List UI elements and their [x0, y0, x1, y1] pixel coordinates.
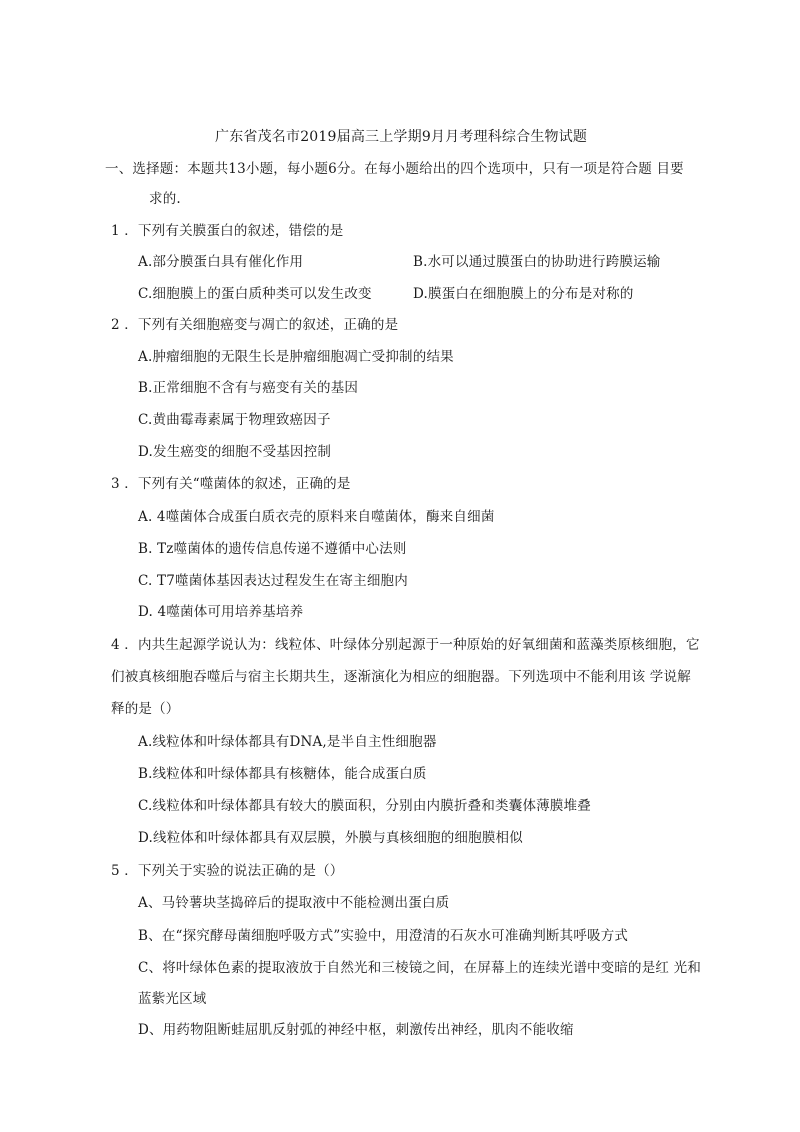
question-3-option-b: B. Tz噬菌体的遗传信息传递不遵循中心法则: [138, 541, 407, 557]
page-title: 广东省茂名市2019届高三上学期9月月考理科综合生物试题: [215, 129, 588, 145]
question-2-option-c: C.黄曲霉毒素属于物理致癌因子: [138, 412, 331, 428]
question-3-option-a: A. 4噬菌体合成蛋白质衣壳的原料来自噬菌体，酶来自细菌: [138, 509, 495, 525]
question-4-option-d: D.线粒体和叶绿体都具有双层膜，外膜与真核细胞的细胞膜相似: [138, 830, 523, 846]
question-4-option-a: A.线粒体和叶绿体都具有DNA,是半自主性细胞器: [138, 734, 437, 750]
question-4-option-c: C.线粒体和叶绿体都具有较大的膜面积，分别由内膜折叠和类囊体薄膜堆叠: [138, 798, 591, 814]
question-5-option-d: D、用药物阻断蛙屈肌反射弧的神经中枢，刺激传出神经，肌肉不能收缩: [138, 1022, 574, 1038]
section-heading: 一、选择题：本题共13小题，每小题6分。在每小题给出的四个选项中，只有一项是符合题 目要: [105, 161, 684, 177]
question-3-stem: 3 ．下列有关“噬菌体的叙述，正确的是: [111, 476, 351, 492]
question-1-option-b: B.水可以通过膜蛋白的协助进行跨膜运输: [413, 254, 661, 270]
question-2-option-a: A.肿瘤细胞的无限生长是肿瘤细胞凋亡受抑制的结果: [138, 349, 454, 365]
question-5-option-c: C、将叶绿体色素的提取液放于自然光和三棱镜之间，在屏幕上的连续光谱中变暗的是红 光和: [138, 960, 702, 976]
question-4-stem-line-2: 们被真核细胞吞噬后与宿主长期共生，逐渐演化为相应的细胞器。下列选项中不能利用该 学说解: [111, 669, 691, 685]
question-4-stem-line-1: 4 ．内共生起源学说认为：线粒体、叶绿体分别起源于一种原始的好氧细菌和蓝藻类原核细胞，它: [111, 637, 700, 653]
question-1-option-a: A.部分膜蛋白具有催化作用: [138, 254, 304, 270]
question-5-option-c-cont: 蓝紫光区域: [138, 991, 207, 1007]
question-1-option-c: C.细胞膜上的蛋白质种类可以发生改变: [138, 286, 372, 302]
question-2-option-b: B.正常细胞不含有与癌变有关的基因: [138, 380, 359, 396]
question-1-stem: 1 ．下列有关膜蛋白的叙述，错偿的是: [111, 223, 344, 239]
question-2-option-d: D.发生癌变的细胞不受基因控制: [138, 444, 332, 460]
question-4-option-b: B.线粒体和叶绿体都具有核糖体，能合成蛋白质: [138, 766, 427, 782]
question-1-option-d: D.膜蛋白在细胞膜上的分布是对称的: [413, 286, 634, 302]
question-3-option-d: D. 4噬菌体可用培养基培养: [138, 604, 304, 620]
question-4-stem-line-3: 释的是（）: [111, 701, 180, 717]
question-2-stem: 2 ．下列有关细胞癌变与凋亡的叙述，正确的是: [111, 317, 399, 333]
question-5-option-a: A、马铃薯块茎捣碎后的提取液中不能检测出蛋白质: [138, 895, 450, 911]
question-5-stem: 5 ．下列关于实验的说法正确的是（）: [111, 863, 344, 879]
question-5-option-b: B、在“探究酵母菌细胞呼吸方式”实验中，用澄清的石灰水可准确判断其呼吸方式: [138, 928, 629, 944]
section-heading-cont: 求的.: [149, 191, 181, 207]
question-3-option-c: C. T7噬菌体基因表达过程发生在寄主细胞内: [138, 573, 408, 589]
